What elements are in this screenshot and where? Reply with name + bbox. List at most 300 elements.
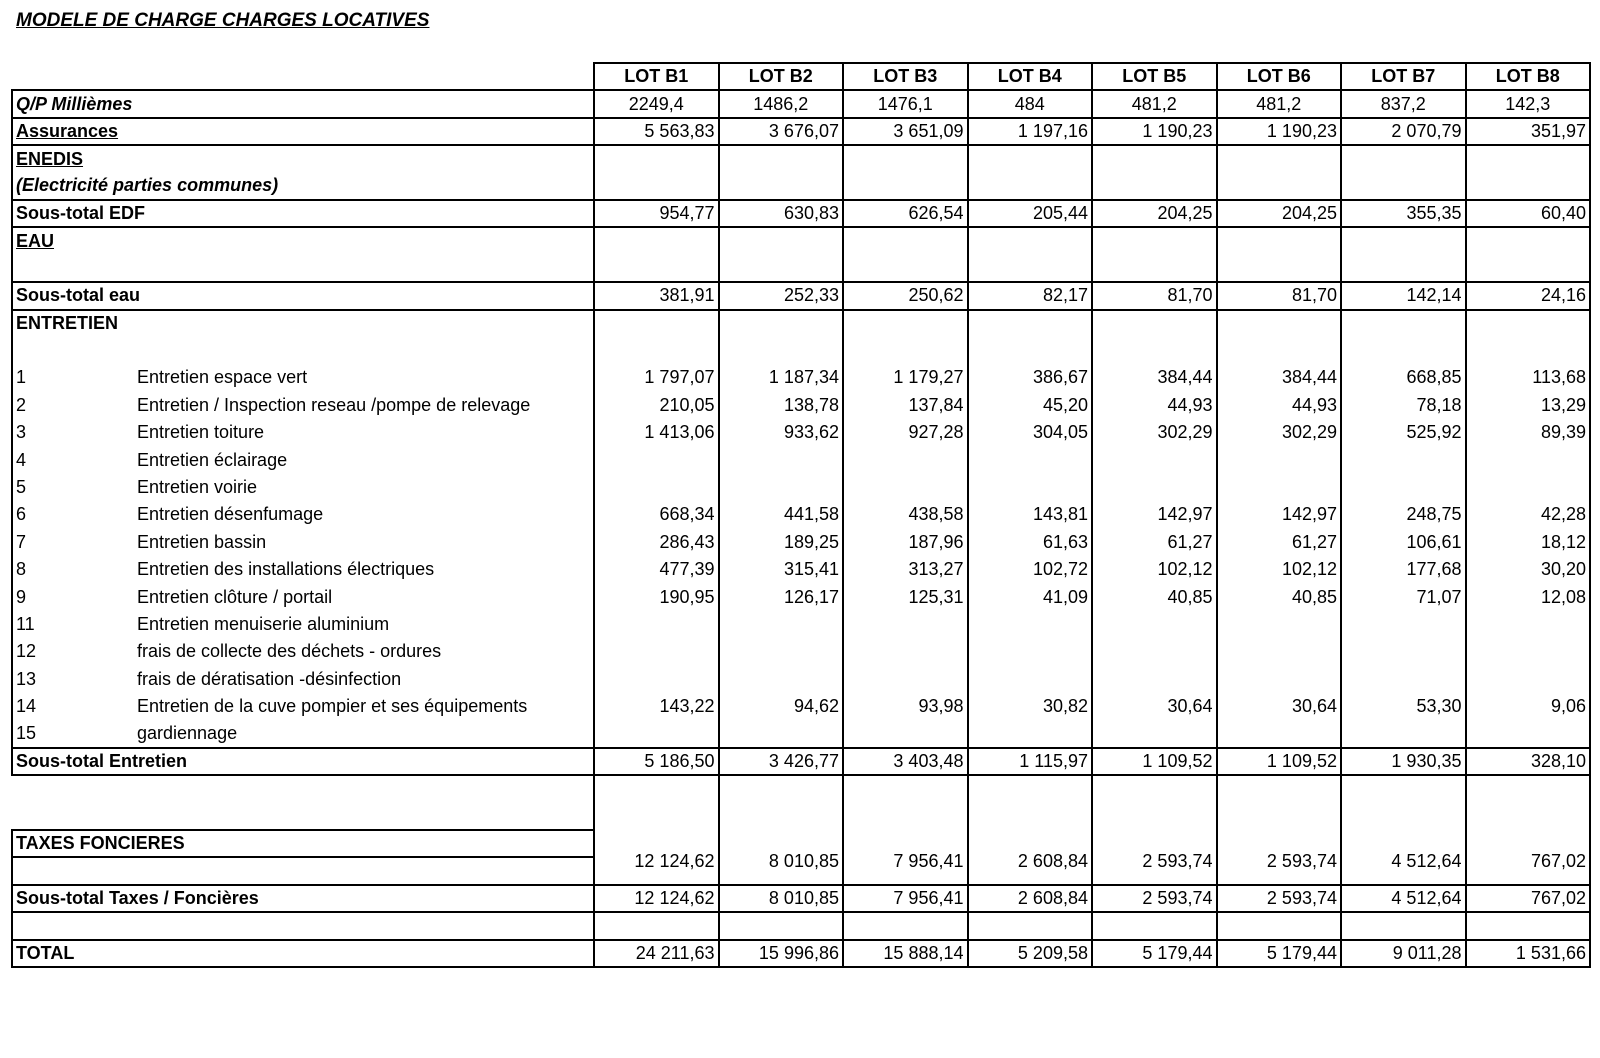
- taxes-label-text: TAXES FONCIERES: [16, 833, 185, 854]
- entretien-row-label: [12, 310, 594, 337]
- header-lot-8: LOT B8: [1466, 63, 1591, 90]
- entretien-item-row-cell-7: 668,85: [1341, 364, 1466, 391]
- sous-total-edf-row-cell-1: 954,77: [594, 200, 719, 227]
- sous-total-eau-row-cell-2: 252,33: [719, 282, 844, 309]
- entretien-item-row-cell-4: 30,82: [968, 693, 1093, 720]
- item-number: 7: [16, 531, 27, 552]
- entretien-item-row-cell-1: [594, 720, 719, 747]
- entretien-item-row: [12, 419, 1590, 446]
- item-label: Entretien bassin: [137, 531, 267, 552]
- eau-blank-row-cell-8: [1466, 255, 1591, 282]
- header-lot-7: LOT B7: [1341, 63, 1466, 90]
- item-label: Entretien toiture: [137, 422, 265, 443]
- entretien-row-cell-3: [843, 310, 968, 337]
- entretien-item-row-cell-1: [594, 666, 719, 693]
- entretien-blank-row-cell-8: [1466, 337, 1591, 364]
- total-row-cell-2: 15 996,86: [719, 940, 844, 967]
- sous-total-edf-row-cell-3: 626,54: [843, 200, 968, 227]
- enedis-sub-row-cell-7: [1341, 173, 1466, 200]
- entretien-item-row-cell-8: [1466, 720, 1591, 747]
- eau-blank-row-label: [12, 255, 594, 282]
- entretien-item-row-cell-8: [1466, 638, 1591, 665]
- entretien-item-row-cell-5: 44,93: [1092, 392, 1217, 419]
- enedis-sub-row-label: [12, 173, 594, 200]
- entretien-item-row-cell-2: [719, 638, 844, 665]
- enedis-sub-row-label-text: (Electricité parties communes): [16, 175, 279, 196]
- item-number: 8: [16, 559, 27, 580]
- taxes-cell-6: 2 593,74: [1217, 775, 1342, 885]
- item-label: Entretien voirie: [137, 477, 258, 498]
- entretien-item-row-cell-4: [968, 666, 1093, 693]
- entretien-item-row: [12, 611, 1590, 638]
- entretien-item-row-cell-3: [843, 720, 968, 747]
- entretien-item-row-cell-6: 61,27: [1217, 529, 1342, 556]
- entretien-item-row-cell-6: [1217, 638, 1342, 665]
- entretien-row-label-text: ENTRETIEN: [16, 313, 119, 334]
- charges-table: [11, 62, 1591, 968]
- assurances-row-cell-5: 1 190,23: [1092, 118, 1217, 145]
- entretien-item-row-cell-5: [1092, 638, 1217, 665]
- entretien-item-row-cell-4: [968, 611, 1093, 638]
- sous-total-eau-row-cell-3: 250,62: [843, 282, 968, 309]
- sous-total-entretien-row-label-text: Sous-total Entretien: [16, 750, 188, 771]
- entretien-item-row: [12, 501, 1590, 528]
- entretien-item-row-cell-5: 384,44: [1092, 364, 1217, 391]
- entretien-blank-row-cell-1: [594, 337, 719, 364]
- entretien-item-row-cell-6: 40,85: [1217, 583, 1342, 610]
- entretien-item-row-cell-2: 138,78: [719, 392, 844, 419]
- sous-total-entretien-row: [12, 748, 1590, 775]
- entretien-item-row-cell-3: 927,28: [843, 419, 968, 446]
- sous-total-entretien-row-cell-5: 1 109,52: [1092, 748, 1217, 775]
- entretien-item-row-cell-5: 30,64: [1092, 693, 1217, 720]
- entretien-item-row-cell-3: 313,27: [843, 556, 968, 583]
- enedis-row-cell-2: [719, 145, 844, 172]
- pre-total-blank-row-cell-1: [594, 912, 719, 939]
- item-label: Entretien espace vert: [137, 367, 308, 388]
- entretien-item-row-cell-4: [968, 720, 1093, 747]
- entretien-item-row-cell-8: 12,08: [1466, 583, 1591, 610]
- eau-blank-row-cell-3: [843, 255, 968, 282]
- sous-total-taxes-row-cell-5: 2 593,74: [1092, 885, 1217, 912]
- header-lot-4: LOT B4: [968, 63, 1093, 90]
- entretien-item-row-cell-4: [968, 638, 1093, 665]
- entretien-item-row-cell-4: 386,67: [968, 364, 1093, 391]
- entretien-item-row-cell-5: 302,29: [1092, 419, 1217, 446]
- entretien-item-row-cell-4: 45,20: [968, 392, 1093, 419]
- item-number: 15: [16, 723, 37, 744]
- taxes-cell-8: 767,02: [1466, 775, 1591, 885]
- entretien-item-row-cell-4: 41,09: [968, 583, 1093, 610]
- entretien-item-row-cell-8: [1466, 611, 1591, 638]
- entretien-item-row: [12, 446, 1590, 473]
- entretien-blank-row-cell-3: [843, 337, 968, 364]
- entretien-item-row-label: [12, 611, 594, 638]
- entretien-item-row-cell-6: 384,44: [1217, 364, 1342, 391]
- assurances-row-cell-6: 1 190,23: [1217, 118, 1342, 145]
- entretien-item-row-cell-2: [719, 666, 844, 693]
- sous-total-entretien-row-label: [12, 748, 594, 775]
- entretien-item-row-cell-6: 44,93: [1217, 392, 1342, 419]
- enedis-sub-row-cell-3: [843, 173, 968, 200]
- entretien-row-cell-6: [1217, 310, 1342, 337]
- entretien-item-row-cell-2: [719, 720, 844, 747]
- sous-total-entretien-row-cell-7: 1 930,35: [1341, 748, 1466, 775]
- sous-total-eau-row-cell-4: 82,17: [968, 282, 1093, 309]
- entretien-item-row-label: [12, 529, 594, 556]
- entretien-item-row-cell-7: [1341, 446, 1466, 473]
- sous-total-entretien-row-cell-8: 328,10: [1466, 748, 1591, 775]
- entretien-item-row-cell-3: 93,98: [843, 693, 968, 720]
- entretien-item-row-cell-2: 126,17: [719, 583, 844, 610]
- entretien-item-row-label: [12, 364, 594, 391]
- entretien-item-row-cell-6: [1217, 474, 1342, 501]
- item-label: Entretien menuiserie aluminium: [137, 614, 390, 634]
- sous-total-taxes-row-cell-1: 12 124,62: [594, 885, 719, 912]
- entretien-blank-row-cell-6: [1217, 337, 1342, 364]
- entretien-item-row: [12, 720, 1590, 747]
- entretien-item-row-cell-5: [1092, 446, 1217, 473]
- sous-total-eau-row-cell-6: 81,70: [1217, 282, 1342, 309]
- assurances-row-cell-4: 1 197,16: [968, 118, 1093, 145]
- entretien-item-row-cell-3: [843, 611, 968, 638]
- entretien-item-row-label: [12, 392, 594, 419]
- item-number: 2: [16, 394, 27, 415]
- entretien-item-row-cell-7: 248,75: [1341, 501, 1466, 528]
- entretien-item-row-cell-6: 102,12: [1217, 556, 1342, 583]
- entretien-row-cell-8: [1466, 310, 1591, 337]
- entretien-item-row-cell-8: [1466, 666, 1591, 693]
- eau-row-cell-6: [1217, 227, 1342, 254]
- assurances-row-cell-2: 3 676,07: [719, 118, 844, 145]
- enedis-sub-row-cell-8: [1466, 173, 1591, 200]
- taxes-gap-row: [12, 775, 1590, 802]
- qp-row-cell-7: 837,2: [1341, 90, 1466, 117]
- sous-total-entretien-row-cell-3: 3 403,48: [843, 748, 968, 775]
- entretien-item-row-cell-1: 1 797,07: [594, 364, 719, 391]
- entretien-blank-row-cell-5: [1092, 337, 1217, 364]
- enedis-sub-row-cell-4: [968, 173, 1093, 200]
- entretien-item-row-cell-7: 71,07: [1341, 583, 1466, 610]
- entretien-item-row-cell-3: [843, 446, 968, 473]
- eau-blank-row: [12, 255, 1590, 282]
- entretien-item-row-label: [12, 419, 594, 446]
- pre-total-blank-row-cell-5: [1092, 912, 1217, 939]
- header-lot-5: LOT B5: [1092, 63, 1217, 90]
- eau-blank-row-cell-1: [594, 255, 719, 282]
- entretien-item-row-cell-6: [1217, 446, 1342, 473]
- enedis-sub-row-cell-6: [1217, 173, 1342, 200]
- total-row-cell-5: 5 179,44: [1092, 940, 1217, 967]
- entretien-item-row-cell-3: 137,84: [843, 392, 968, 419]
- item-number: 3: [16, 422, 27, 443]
- pre-total-blank-row-cell-3: [843, 912, 968, 939]
- qp-row-label: [12, 90, 594, 117]
- entretien-item-row-cell-6: 302,29: [1217, 419, 1342, 446]
- entretien-item-row-cell-8: 13,29: [1466, 392, 1591, 419]
- entretien-item-row-cell-8: [1466, 474, 1591, 501]
- pre-total-blank-row-label: [12, 912, 594, 939]
- entretien-item-row-cell-5: [1092, 611, 1217, 638]
- entretien-item-row-label: [12, 474, 594, 501]
- entretien-row: [12, 310, 1590, 337]
- pre-total-blank-row-cell-4: [968, 912, 1093, 939]
- page-title: MODELE DE CHARGE CHARGES LOCATIVES: [16, 10, 430, 31]
- sous-total-eau-row-cell-5: 81,70: [1092, 282, 1217, 309]
- entretien-item-row-cell-6: [1217, 666, 1342, 693]
- sous-total-entretien-row-cell-4: 1 115,97: [968, 748, 1093, 775]
- entretien-blank-row-label: [12, 337, 594, 364]
- entretien-item-row-cell-3: [843, 474, 968, 501]
- entretien-item-row-cell-7: 177,68: [1341, 556, 1466, 583]
- entretien-item-row-cell-2: [719, 611, 844, 638]
- entretien-item-row-cell-8: 42,28: [1466, 501, 1591, 528]
- pre-total-blank-row-cell-7: [1341, 912, 1466, 939]
- entretien-item-row-cell-5: [1092, 474, 1217, 501]
- entretien-item-row-cell-1: 477,39: [594, 556, 719, 583]
- eau-row-cell-4: [968, 227, 1093, 254]
- eau-row-cell-8: [1466, 227, 1591, 254]
- taxes-cell-1: 12 124,62: [594, 775, 719, 885]
- sous-total-taxes-row-cell-2: 8 010,85: [719, 885, 844, 912]
- entretien-item-row-cell-6: [1217, 611, 1342, 638]
- entretien-item-row: [12, 474, 1590, 501]
- item-number: 6: [16, 504, 27, 525]
- entretien-item-row: [12, 364, 1590, 391]
- entretien-item-row-cell-3: [843, 666, 968, 693]
- item-label: Entretien clôture / portail: [137, 586, 333, 607]
- sous-total-taxes-row-cell-8: 767,02: [1466, 885, 1591, 912]
- item-label: frais de collecte des déchets - ordures: [137, 641, 442, 662]
- entretien-item-row-cell-2: 315,41: [719, 556, 844, 583]
- taxes-gap-label: [12, 803, 594, 830]
- entretien-blank-row: [12, 337, 1590, 364]
- entretien-item-row-cell-2: 1 187,34: [719, 364, 844, 391]
- eau-blank-row-cell-6: [1217, 255, 1342, 282]
- item-label: frais de dératisation -désinfection: [137, 668, 402, 689]
- entretien-item-row-cell-5: 40,85: [1092, 583, 1217, 610]
- qp-row-cell-8: 142,3: [1466, 90, 1591, 117]
- enedis-row-cell-5: [1092, 145, 1217, 172]
- sous-total-edf-row-cell-5: 204,25: [1092, 200, 1217, 227]
- entretien-item-row-cell-1: 1 413,06: [594, 419, 719, 446]
- entretien-item-row-cell-7: 78,18: [1341, 392, 1466, 419]
- entretien-item-row-cell-6: 30,64: [1217, 693, 1342, 720]
- item-number: 4: [16, 449, 27, 470]
- entretien-item-row-cell-3: 125,31: [843, 583, 968, 610]
- entretien-row-cell-2: [719, 310, 844, 337]
- sous-total-taxes-row-cell-3: 7 956,41: [843, 885, 968, 912]
- entretien-blank-row-cell-2: [719, 337, 844, 364]
- entretien-item-row-cell-8: 18,12: [1466, 529, 1591, 556]
- entretien-item-row: [12, 693, 1590, 720]
- entretien-item-row: [12, 556, 1590, 583]
- header-lot-2: LOT B2: [719, 63, 844, 90]
- entretien-item-row-label: [12, 666, 594, 693]
- taxes-cell-7: 4 512,64: [1341, 775, 1466, 885]
- sous-total-taxes-row-label-text: Sous-total Taxes / Foncières: [16, 887, 259, 908]
- entretien-row-cell-7: [1341, 310, 1466, 337]
- assurances-row-cell-8: 351,97: [1466, 118, 1591, 145]
- entretien-item-row: [12, 392, 1590, 419]
- entretien-item-row-cell-8: 9,06: [1466, 693, 1591, 720]
- sous-total-eau-row-cell-8: 24,16: [1466, 282, 1591, 309]
- entretien-item-row-cell-7: [1341, 474, 1466, 501]
- sous-total-entretien-row-cell-1: 5 186,50: [594, 748, 719, 775]
- entretien-item-row-cell-1: 210,05: [594, 392, 719, 419]
- entretien-item-row-cell-7: [1341, 611, 1466, 638]
- entretien-item-row-cell-3: [843, 638, 968, 665]
- taxes-cell-3: 7 956,41: [843, 775, 968, 885]
- sous-total-edf-row-cell-8: 60,40: [1466, 200, 1591, 227]
- entretien-item-row: [12, 638, 1590, 665]
- entretien-item-row-cell-1: [594, 638, 719, 665]
- enedis-row-cell-6: [1217, 145, 1342, 172]
- qp-row-cell-6: 481,2: [1217, 90, 1342, 117]
- eau-blank-row-cell-7: [1341, 255, 1466, 282]
- item-label: Entretien des installations électriques: [137, 559, 435, 580]
- entretien-item-row-cell-5: [1092, 720, 1217, 747]
- entretien-blank-row-cell-4: [968, 337, 1093, 364]
- entretien-item-row-cell-7: 525,92: [1341, 419, 1466, 446]
- total-row-label: [12, 940, 594, 967]
- taxes-blank-label: [12, 857, 594, 884]
- item-label: Entretien / Inspection reseau /pompe de relevage: [137, 394, 531, 415]
- item-label: Entretien désenfumage: [137, 504, 324, 525]
- qp-row-cell-4: 484: [968, 90, 1093, 117]
- pre-total-blank-row-cell-6: [1217, 912, 1342, 939]
- eau-row: [12, 227, 1590, 254]
- entretien-item-row-cell-8: 113,68: [1466, 364, 1591, 391]
- enedis-row-cell-3: [843, 145, 968, 172]
- taxes-cell-5: 2 593,74: [1092, 775, 1217, 885]
- entretien-item-row-cell-7: [1341, 666, 1466, 693]
- eau-row-cell-3: [843, 227, 968, 254]
- assurances-label-text: Assurances: [16, 120, 119, 141]
- enedis-sub-row-cell-5: [1092, 173, 1217, 200]
- qp-row-cell-3: 1476,1: [843, 90, 968, 117]
- assurances-row-cell-3: 3 651,09: [843, 118, 968, 145]
- entretien-item-row-cell-3: 1 179,27: [843, 364, 968, 391]
- eau-row-cell-7: [1341, 227, 1466, 254]
- entretien-item-row-label: [12, 501, 594, 528]
- qp-row-cell-5: 481,2: [1092, 90, 1217, 117]
- entretien-item-row-cell-7: 53,30: [1341, 693, 1466, 720]
- enedis-row: [12, 145, 1590, 172]
- entretien-item-row-label: [12, 583, 594, 610]
- entretien-item-row-cell-5: 102,12: [1092, 556, 1217, 583]
- sous-total-taxes-row-cell-7: 4 512,64: [1341, 885, 1466, 912]
- entretien-item-row-cell-2: [719, 474, 844, 501]
- sous-total-edf-row-cell-6: 204,25: [1217, 200, 1342, 227]
- sous-total-entretien-row-cell-2: 3 426,77: [719, 748, 844, 775]
- entretien-item-row-cell-1: 286,43: [594, 529, 719, 556]
- entretien-item-row-label: [12, 693, 594, 720]
- total-row-cell-8: 1 531,66: [1466, 940, 1591, 967]
- taxes-cell-4: 2 608,84: [968, 775, 1093, 885]
- item-label: Entretien éclairage: [137, 449, 288, 470]
- sous-total-edf-row-label-text: Sous-total EDF: [16, 203, 145, 224]
- header-lot-1: LOT B1: [594, 63, 719, 90]
- header-row: [12, 63, 1590, 90]
- item-label: Entretien de la cuve pompier et ses équipements: [137, 696, 528, 717]
- entretien-item-row-label: [12, 446, 594, 473]
- eau-row-label-text: EAU: [16, 231, 55, 252]
- entretien-item-row-cell-2: [719, 446, 844, 473]
- entretien-item-row-cell-7: [1341, 638, 1466, 665]
- enedis-sub-row: [12, 173, 1590, 200]
- entretien-item-row-cell-4: 143,81: [968, 501, 1093, 528]
- enedis-row-cell-7: [1341, 145, 1466, 172]
- item-number: 5: [16, 477, 27, 498]
- total-row-cell-4: 5 209,58: [968, 940, 1093, 967]
- entretien-item-row-cell-8: [1466, 446, 1591, 473]
- total-row-label-text: TOTAL: [16, 942, 75, 963]
- qp-row-cell-2: 1486,2: [719, 90, 844, 117]
- entretien-item-row-cell-1: [594, 611, 719, 638]
- entretien-row-cell-4: [968, 310, 1093, 337]
- sous-total-eau-row-cell-1: 381,91: [594, 282, 719, 309]
- entretien-item-row-cell-7: 106,61: [1341, 529, 1466, 556]
- total-row: [12, 940, 1590, 967]
- taxes-cell-2: 8 010,85: [719, 775, 844, 885]
- enedis-row-cell-4: [968, 145, 1093, 172]
- total-row-cell-3: 15 888,14: [843, 940, 968, 967]
- sous-total-eau-row: [12, 282, 1590, 309]
- pre-total-blank-row-cell-2: [719, 912, 844, 939]
- item-number: 13: [16, 668, 37, 689]
- entretien-item-row-cell-7: [1341, 720, 1466, 747]
- pre-total-blank-row-cell-8: [1466, 912, 1591, 939]
- item-number: 9: [16, 586, 27, 607]
- sous-total-edf-row-cell-7: 355,35: [1341, 200, 1466, 227]
- entretien-item-row-label: [12, 556, 594, 583]
- enedis-row-cell-1: [594, 145, 719, 172]
- entretien-item-row-label: [12, 638, 594, 665]
- entretien-blank-row-cell-7: [1341, 337, 1466, 364]
- entretien-item-row-cell-4: 304,05: [968, 419, 1093, 446]
- entretien-item-row-cell-3: 438,58: [843, 501, 968, 528]
- item-number: 11: [16, 614, 35, 634]
- eau-row-label: [12, 227, 594, 254]
- total-row-cell-7: 9 011,28: [1341, 940, 1466, 967]
- entretien-item-row-cell-5: [1092, 666, 1217, 693]
- entretien-item-row: [12, 583, 1590, 610]
- entretien-item-row-cell-1: 190,95: [594, 583, 719, 610]
- entretien-item-row-cell-1: 143,22: [594, 693, 719, 720]
- entretien-item-row-cell-4: 102,72: [968, 556, 1093, 583]
- sous-total-taxes-row: [12, 885, 1590, 912]
- assurances-row-cell-1: 5 563,83: [594, 118, 719, 145]
- entretien-item-row-cell-6: 142,97: [1217, 501, 1342, 528]
- entretien-item-row-cell-4: 61,63: [968, 529, 1093, 556]
- item-label: gardiennage: [137, 723, 238, 744]
- sous-total-edf-row-cell-4: 205,44: [968, 200, 1093, 227]
- total-row-cell-6: 5 179,44: [1217, 940, 1342, 967]
- item-number: 12: [16, 641, 37, 662]
- sous-total-taxes-row-cell-4: 2 608,84: [968, 885, 1093, 912]
- enedis-sub-row-cell-2: [719, 173, 844, 200]
- enedis-row-label: [12, 145, 594, 172]
- entretien-item-row-cell-2: 441,58: [719, 501, 844, 528]
- sous-total-eau-row-label-text: Sous-total eau: [16, 285, 141, 306]
- entretien-item-row: [12, 529, 1590, 556]
- qp-row-cell-1: 2249,4: [594, 90, 719, 117]
- entretien-row-cell-5: [1092, 310, 1217, 337]
- eau-row-cell-2: [719, 227, 844, 254]
- entretien-item-row-cell-4: [968, 446, 1093, 473]
- eau-blank-row-cell-2: [719, 255, 844, 282]
